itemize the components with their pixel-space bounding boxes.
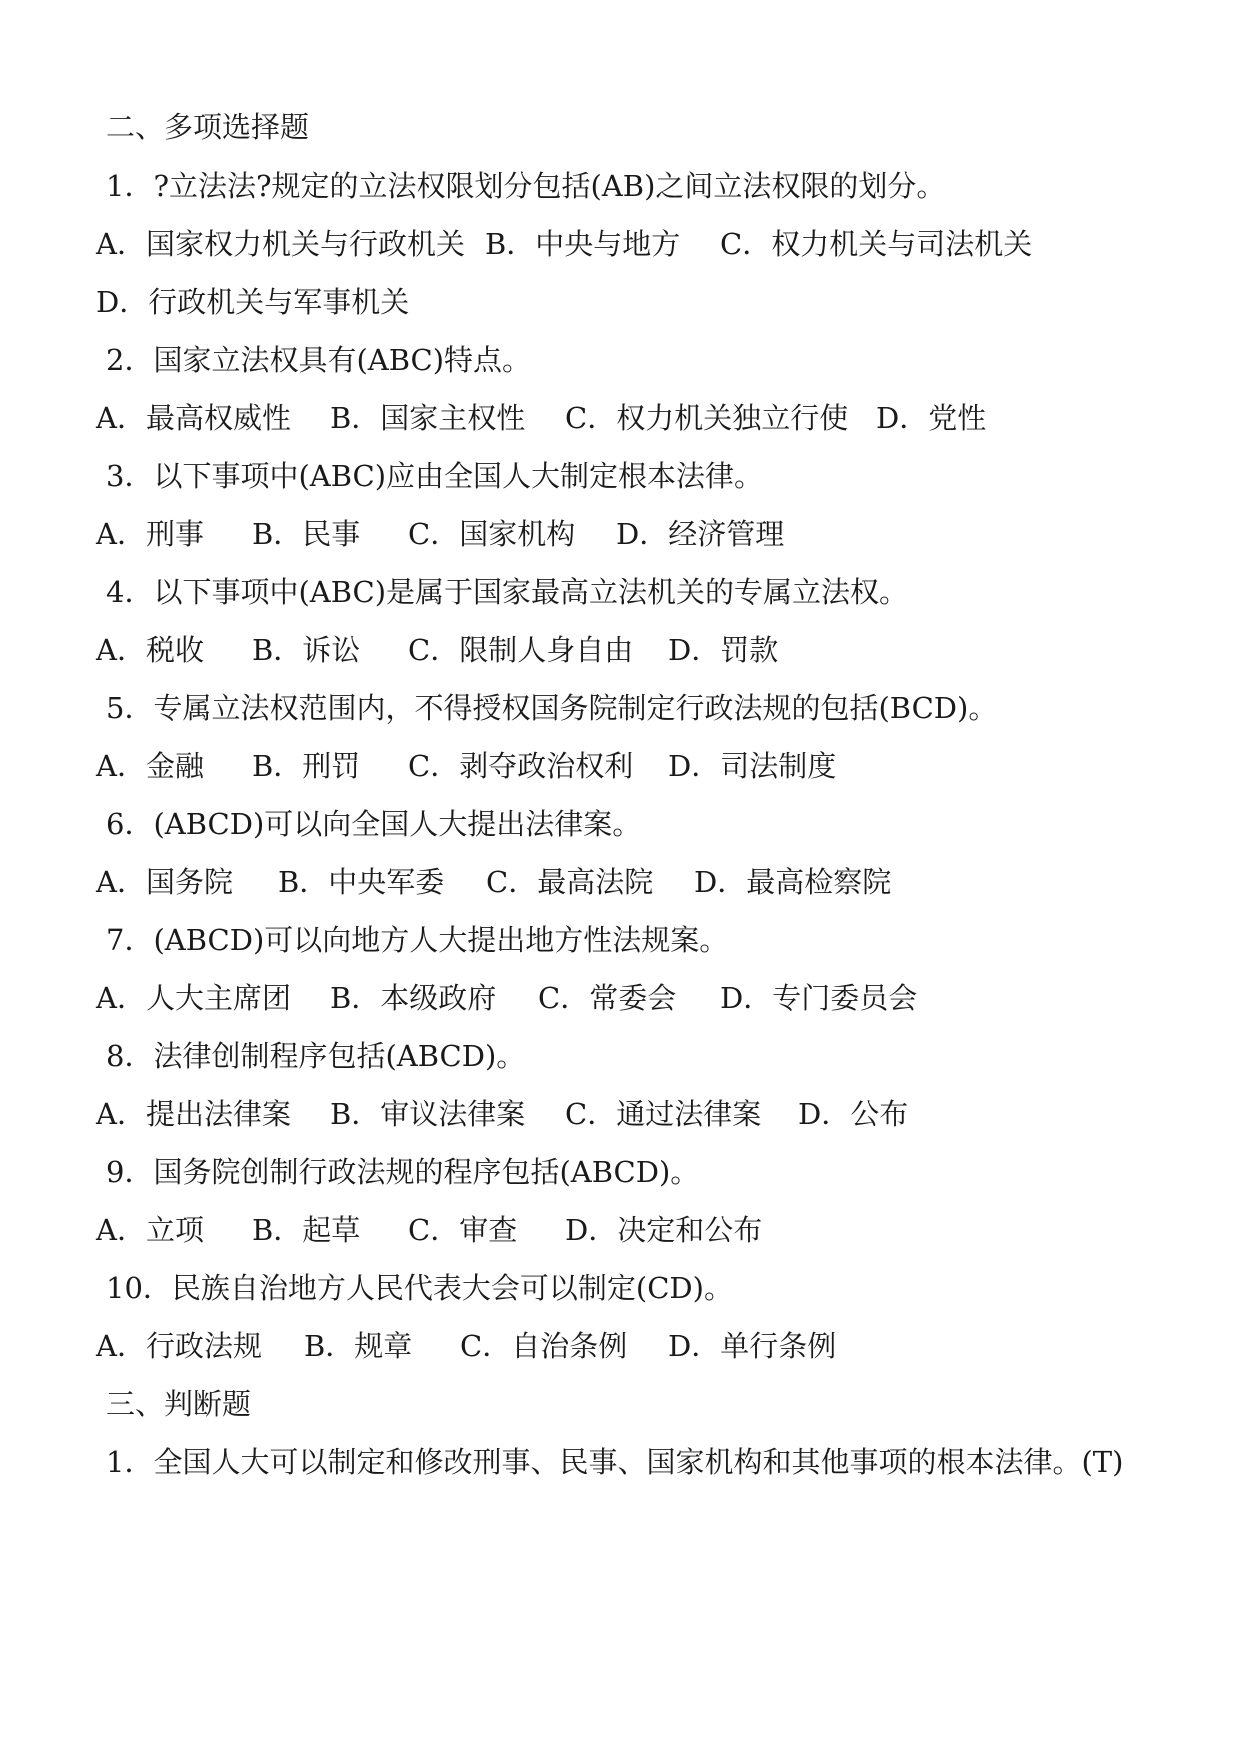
question-8-options [0,1094,1241,1134]
question-6: 6．(ABCD)可以向全国人大提出法律案。 [106,807,642,841]
option-c: C．剥夺政治权利 [408,749,634,783]
question-10-options [0,1326,1241,1366]
option-c: C．常委会 [538,981,677,1015]
judgement-1: 1．全国人大可以制定和修改刑事、民事、国家机构和其他事项的根本法律。(T) [106,1445,1124,1479]
option-b: B．诉讼 [252,633,361,667]
question-2-options [0,398,1241,438]
option-c: C．自治条例 [460,1329,628,1363]
question-6-options [0,862,1241,902]
question-9: 9．国务院创制行政法规的程序包括(ABCD)。 [106,1155,700,1189]
question-1: 1．?立法法?规定的立法权限划分包括(AB)之间立法权限的划分。 [106,169,946,203]
option-a: A．提出法律案 [96,1097,291,1131]
option-b: B．刑罚 [252,749,361,783]
option-c: C．权力机关独立行使 [565,401,849,435]
option-b: B．规章 [304,1329,413,1363]
question-8: 8．法律创制程序包括(ABCD)。 [106,1039,526,1073]
question-5-options [0,746,1241,786]
option-d: D．司法制度 [668,749,837,783]
option-b: B．中央与地方 [485,227,681,261]
option-a: A．立项 [96,1213,204,1247]
option-b: B．本级政府 [330,981,497,1015]
option-a: A．行政法规 [96,1329,262,1363]
option-c: C．最高法院 [486,865,654,899]
option-b: B．民事 [252,517,361,551]
option-a: A．人大主席团 [96,981,291,1015]
option-a: A．最高权威性 [96,401,291,435]
option-d: D．单行条例 [668,1329,837,1363]
option-b: B．中央军委 [278,865,445,899]
question-7-options [0,978,1241,1018]
option-d: D．经济管理 [616,517,785,551]
option-d: D．决定和公布 [565,1213,763,1247]
option-d: D．罚款 [668,633,779,667]
question-2: 2．国家立法权具有(ABC)特点。 [106,343,532,377]
option-c: C．审查 [408,1213,518,1247]
option-a: A．国家权力机关与行政机关 [96,227,465,261]
option-c: C．国家机构 [408,517,576,551]
option-d: D．行政机关与军事机关 [96,285,410,319]
option-a: A．刑事 [96,517,204,551]
option-a: A．国务院 [96,865,233,899]
option-c: C．权力机关与司法机关 [720,227,1033,261]
option-c: C．限制人身自由 [408,633,634,667]
question-3: 3．以下事项中(ABC)应由全国人大制定根本法律。 [106,459,764,493]
option-b: B．起草 [252,1213,361,1247]
option-b: B．国家主权性 [330,401,526,435]
question-7: 7．(ABCD)可以向地方人大提出地方性法规案。 [106,923,729,957]
question-1-options [0,224,1241,264]
option-d: D．公布 [798,1097,909,1131]
section-title-true-false: 三、判断题 [106,1387,252,1421]
section-title-multiple-choice: 二、多项选择题 [106,110,310,144]
option-c: C．通过法律案 [565,1097,762,1131]
question-4-options [0,630,1241,670]
option-a: A．税收 [96,633,204,667]
option-d: D．专门委员会 [720,981,918,1015]
option-b: B．审议法律案 [330,1097,526,1131]
question-5: 5．专属立法权范围内，不得授权国务院制定行政法规的包括(BCD)。 [106,691,998,725]
question-1-options-continued [0,282,1241,322]
option-a: A．金融 [96,749,204,783]
question-9-options [0,1210,1241,1250]
option-d: D．党性 [876,401,987,435]
option-d: D．最高检察院 [694,865,892,899]
question-3-options [0,514,1241,554]
question-10: 10．民族自治地方人民代表大会可以制定(CD)。 [106,1271,733,1305]
question-4: 4．以下事项中(ABC)是属于国家最高立法机关的专属立法权。 [106,575,909,609]
